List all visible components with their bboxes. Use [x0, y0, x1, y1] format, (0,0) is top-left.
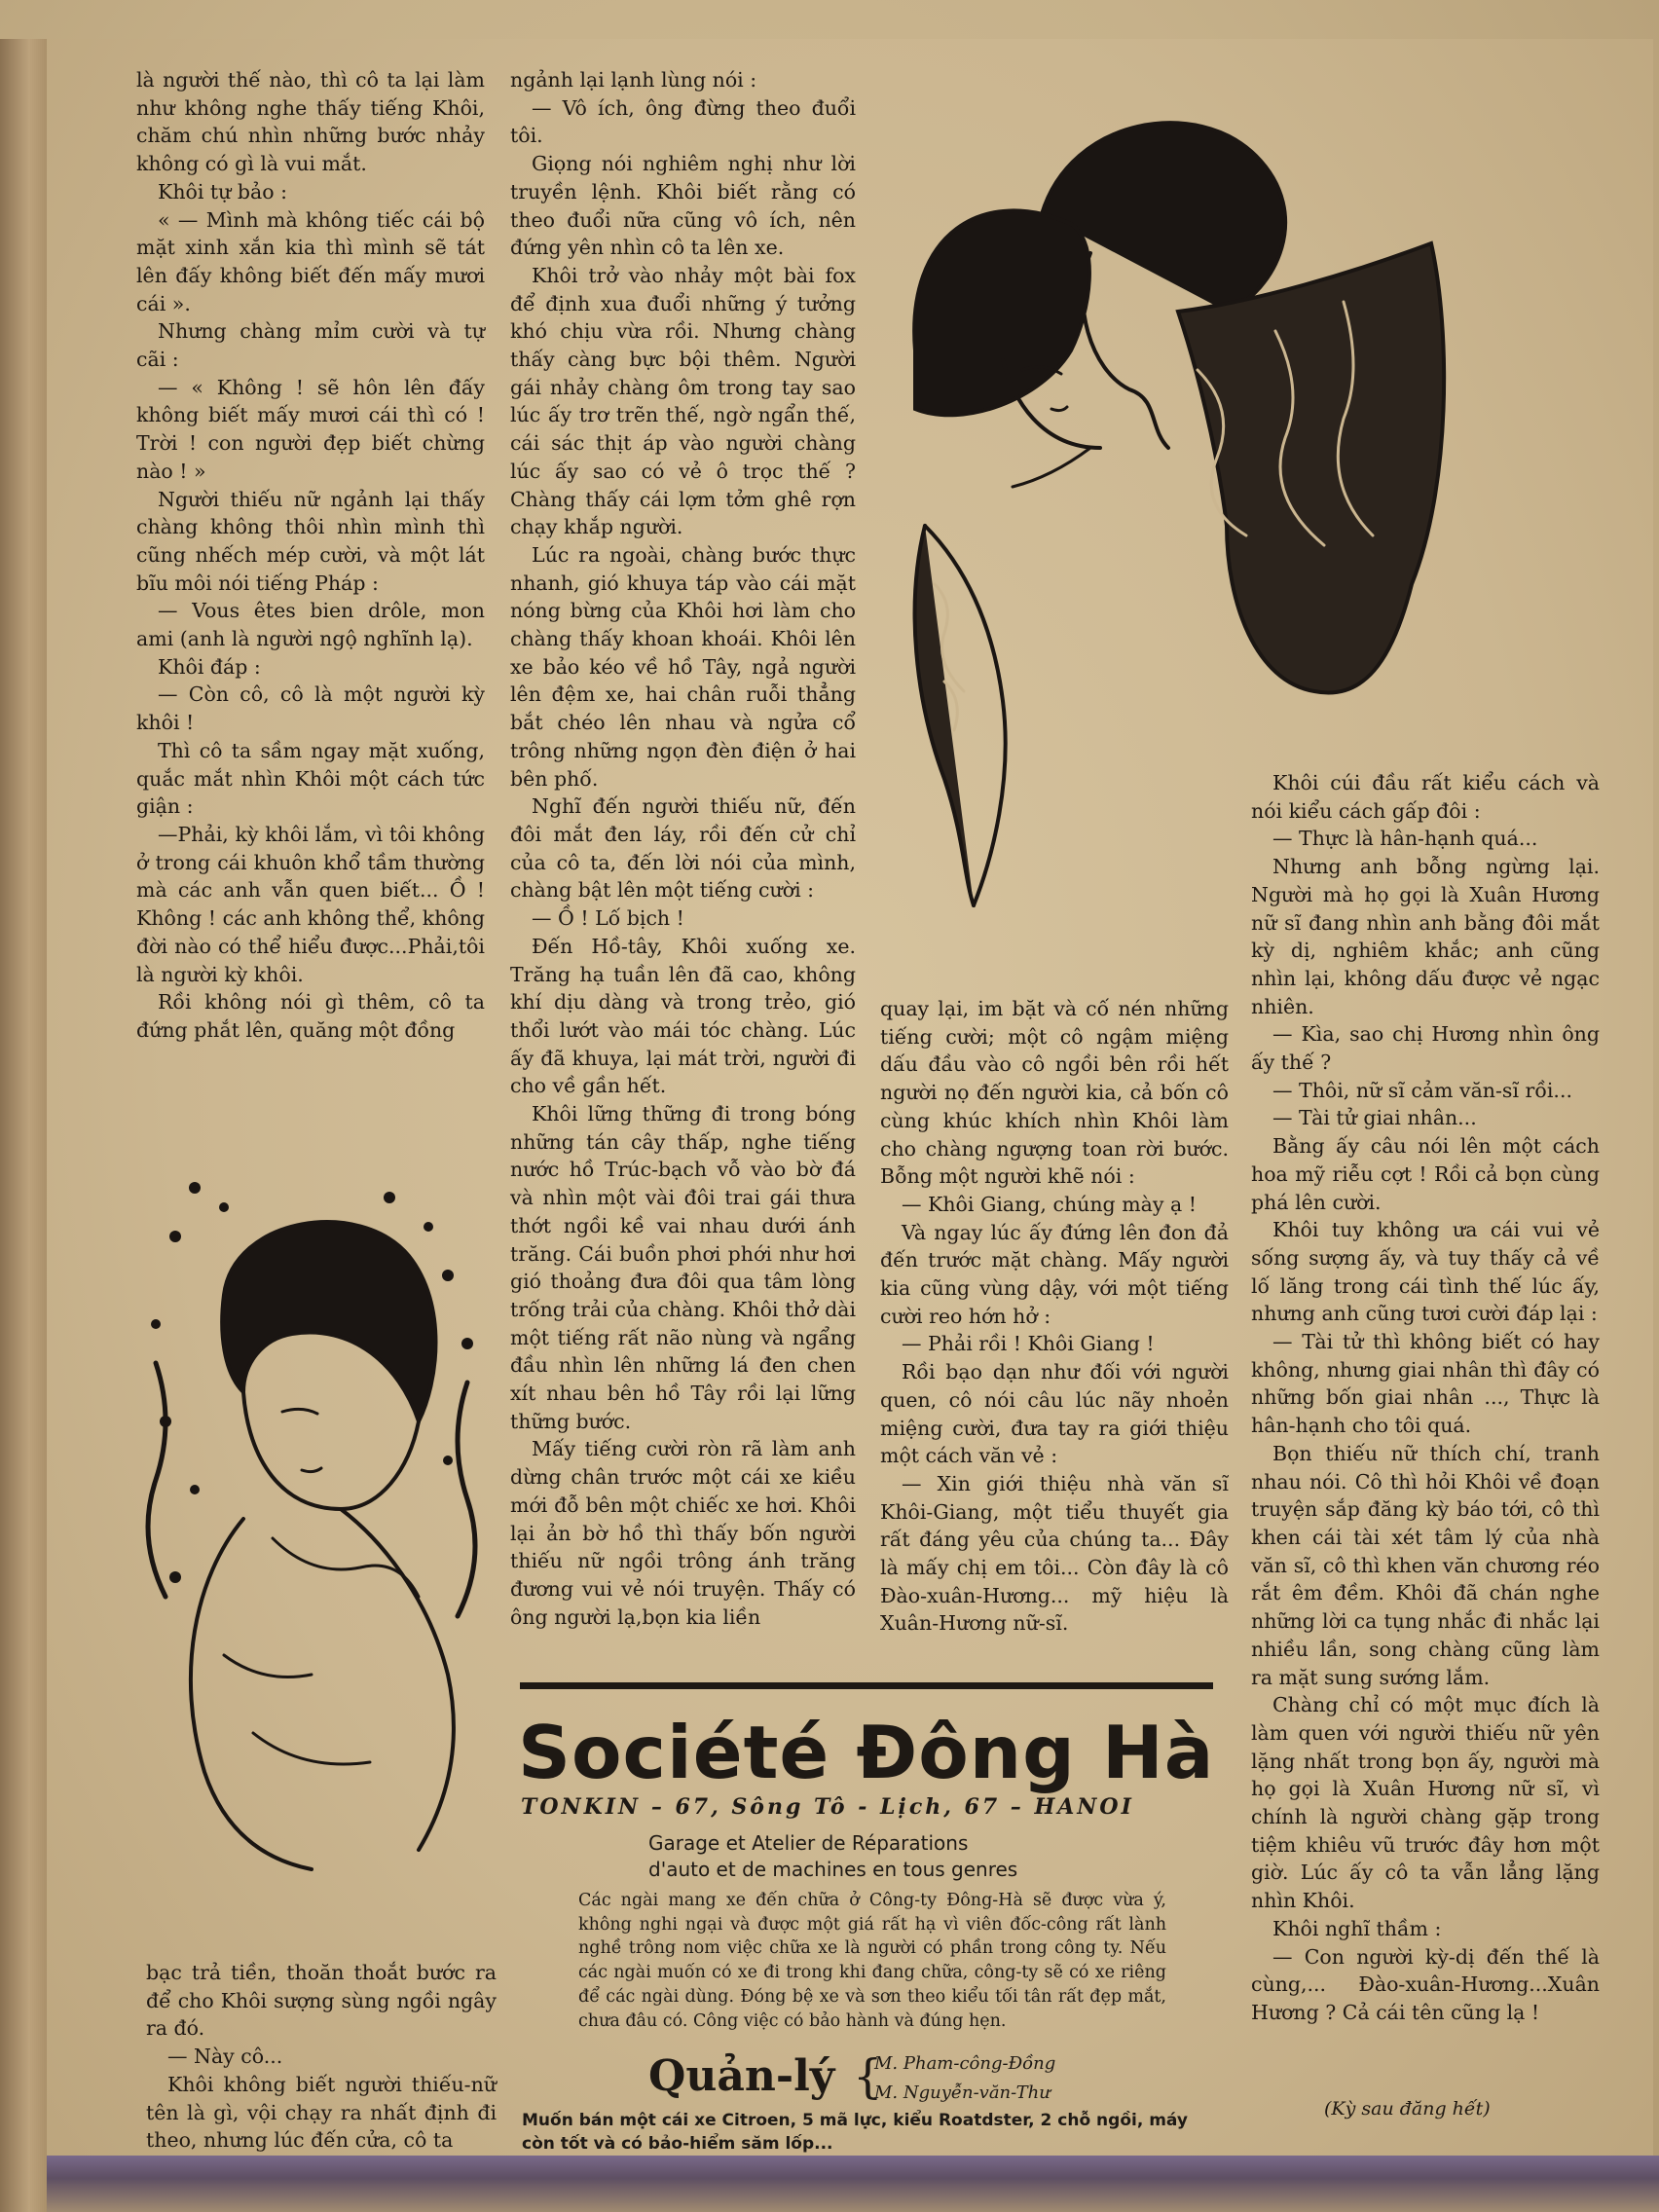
story-paragraph: Khôi nghĩ thầm :: [1272, 1916, 1442, 1940]
story-paragraph: Rồi bạo dạn như đối với người quen, cô nói câu lúc nãy nhoẻn miệng cười, đưa tay ra giới thiệu một cách văn vẻ :: [880, 1360, 1229, 1468]
ad-body-text: Các ngài mang xe đến chữa ở Công-ty Đông-Hà sẽ được vừa ý, không nghi ngại và được một giá rất hạ vì viên đốc-công rất lành nghề trông nom việc chữa xe là người có phần trong công ty. Nếu các ngài muốn có xe đi trong khi đang chữa, công-ty sẽ có xe riêng để các ngài dùng. Đóng bệ xe và sơn theo kiểu tối tân rất đẹp mắt, chưa đâu có. Công việc có bảo hành và đúng hẹn.: [578, 1891, 1166, 2031]
story-paragraph: Nhưng anh bỗng ngừng lại. Người mà họ gọi là Xuân Hương nữ sĩ đang nhìn anh bằng đôi mắt kỳ dị, nghiêm khắc; anh cũng nhìn lại, không dấu được vẻ ngạc nhiên.: [1251, 855, 1600, 1018]
ad-top-rule: [520, 1682, 1213, 1689]
ad-sale-notice: Muốn bán một cái xe Citroen, 5 mã lực, kiểu Roatdster, 2 chỗ ngồi, máy còn tốt và có bảo-hiểm săm lốp...: [522, 2111, 1188, 2154]
ad-company-name: Société Đông Hà: [518, 1710, 1215, 1795]
story-paragraph: « — Mình mà không tiếc cái bộ mặt xinh xắn kia thì mình sẽ tát lên đấy không biết đến mấy mươi cái ».: [136, 207, 485, 315]
story-column-3: [880, 995, 1229, 1647]
story-paragraph: — Xin giới thiệu nhà văn sĩ Khôi-Giang, một tiểu thuyết gia rất đáng yêu của chúng ta... Đây là mấy chị em tôi... Còn đây là cô Đào-xuân-Hương... mỹ hiệu là Xuân-Hương nữ-sĩ.: [880, 1471, 1229, 1636]
ad-manager-1: M. Pham-công-Đồng: [874, 2053, 1056, 2074]
cover-edge-strip: [47, 2156, 1659, 2212]
story-paragraph: ngảnh lại lạnh lùng nói :: [510, 68, 757, 92]
story-paragraph: — Phải rồi ! Khôi Giang !: [902, 1332, 1155, 1356]
story-paragraph: — Kìa, sao chị Hương nhìn ông ấy thế ?: [1251, 1022, 1600, 1075]
story-paragraph: Nghĩ đến người thiếu nữ, đến đôi mắt đen láy, rồi đến cử chỉ của cô ta, đến lời nói của mình, chàng bật lên một tiếng cười :: [510, 794, 856, 903]
story-paragraph: — Thực là hân-hạnh quá...: [1272, 827, 1538, 851]
couple-illustration: [905, 78, 1606, 915]
story-paragraph: — Tài tử giai nhân...: [1272, 1106, 1477, 1130]
story-paragraph: Người thiếu nữ ngảnh lại thấy chàng không thôi nhìn mình thì cũng nhếch mép cười, và một lát bĩu môi nói tiếng Pháp :: [136, 487, 485, 595]
story-paragraph: Khôi tuy không ưa cái vui vẻ sống sượng ấy, và tuy thấy cả về lố lăng trong cái tình thế lúc ấy, nhưng anh cũng tươi cười đáp lại :: [1251, 1218, 1600, 1326]
ad-managers: [648, 2047, 1174, 2112]
story-paragraph: —Phải, kỳ khôi lắm, vì tôi không ở trong cái khuôn khổ tầm thường mà các anh vẫn quen biết... Ồ ! Không ! các anh không thể, không đời nào có thể hiểu được...Phải,tôi là người kỳ khôi.: [136, 822, 485, 986]
story-paragraph: Nhưng chàng mỉm cười và tự cãi :: [136, 319, 485, 372]
ad-manager-label: Quản-lý: [648, 2051, 835, 2101]
story-paragraph: Đến Hồ-tây, Khôi xuống xe. Trăng hạ tuần lên đã cao, không khí dịu dàng và trong trẻo, gió thổi lướt vào mái tóc chàng. Lúc ấy đã khuya, lại mát trời, người đi cho về gần hết.: [510, 934, 856, 1098]
story-paragraph: Lúc ra ngoài, chàng bước thực nhanh, gió khuya táp vào cái mặt nóng bừng của Khôi hơi làm cho chàng thấy khoan khoái. Khôi lên xe bảo kéo về hồ Tây, ngả người lên đệm xe, hai chân ruỗi thẳng bắt chéo lên nhau và ngửa cổ trông những ngọn đèn điện ở hai bên phố.: [510, 542, 856, 791]
story-paragraph: Khôi không biết người thiếu-nữ tên là gì, vội chạy ra nhất định đi theo, nhưng lúc đến cửa, cô ta: [146, 2072, 497, 2153]
story-paragraph: Rồi không nói gì thêm, cô ta đứng phắt lên, quăng một đồng: [136, 990, 485, 1042]
story-paragraph: — Thôi, nữ sĩ cảm văn-sĩ rồi...: [1272, 1078, 1572, 1102]
ad-address: TONKIN – 67, Sông Tô - Lịch, 67 – HANOI: [521, 1794, 1134, 1820]
story-paragraph: Thì cô ta sầm ngay mặt xuống, quắc mắt nhìn Khôi một cách tức giận :: [136, 738, 485, 819]
story-paragraph: Khôi lững thững đi trong bóng những tán cây thấp, nghe tiếng nước hồ Trúc-bạch vỗ vào bờ đá và nhìn một vài đôi trai gái thưa thớt ngồi kề vai nhau dưới ánh trăng. Cái buồn phơi phới như hơi gió thoảng đưa đôi qua tâm lòng trống trải của chàng. Khôi thở dài một tiếng rất não nùng và ngẩng đầu nhìn lên những lá đen chen xít nhau bên hồ Tây rồi lại lững thững bước.: [510, 1102, 856, 1433]
ad-manager-2: M. Nguyễn-văn-Thư: [874, 2083, 1051, 2103]
story-paragraph: quay lại, im bặt và cố nén những tiếng cười; một cô ngậm miệng dấu đầu vào cô ngồi bên rồi hết người nọ đến người kia, cả bốn cô cùng khúc khích nhìn Khôi làm cho chàng ngượng toan rời bước. Bỗng một người khẽ nói :: [880, 997, 1229, 1189]
story-paragraph: Khôi đáp :: [158, 654, 261, 679]
story-paragraph: Khôi cúi đầu rất kiểu cách và nói kiểu cách gấp đôi :: [1251, 771, 1600, 823]
story-paragraph: là người thế nào, thì cô ta lại làm như không nghe thấy tiếng Khôi, chăm chú nhìn những bước nhảy không có gì là vui mắt.: [136, 68, 485, 176]
ad-services-line-1: Garage et Atelier de Réparations: [648, 1831, 969, 1855]
story-paragraph: Chàng chỉ có một mục đích là làm quen với người thiếu nữ yên lặng nhất trong bọn ấy, người mà họ gọi là Xuân Hương nữ sĩ, vì chính là người chàng gặp trong tiệm khiêu vũ trước đây hơn một giờ. Lúc ấy cô ta vẫn lẳng lặng nhìn Khôi.: [1251, 1693, 1600, 1913]
ad-services-line-2: d'auto et de machines en tous genres: [648, 1858, 1018, 1881]
story-paragraph: Bọn thiếu nữ thích chí, tranh nhau nói. Cô thì hỏi Khôi về đoạn truyện sắp đăng kỳ báo tới, cô thì khen cái tài xét tâm lý của nhà văn sĩ, cô thì khen văn chương réo rắt êm đềm. Khôi đã chán nghe những lời ca tụng nhắc đi nhắc lại nhiều lần, song chàng cũng làm ra mặt sung sướng lắm.: [1251, 1441, 1600, 1689]
story-paragraph: — Con người kỳ-dị đến thế là cùng,... Đào-xuân-Hương...Xuân Hương ? Cả cái tên cũng lạ !: [1251, 1944, 1600, 2024]
ad-services: [648, 1830, 1155, 1883]
story-paragraph: Mấy tiếng cười ròn rã làm anh dừng chân trước một cái xe kiều mới đỗ bên một chiếc xe hơi. Khôi lại ản bờ hồ thì thấy bốn người thiếu nữ ngồi trông ánh trăng đương vui vẻ nói truyện. Thấy có ông người lạ,bọn kia liền: [510, 1437, 856, 1629]
story-column-1: [136, 66, 485, 1079]
story-paragraph: — Vô ích, ông đừng theo đuổi tôi.: [510, 95, 856, 148]
story-paragraph: Khôi trở vào nhảy một bài fox để định xua đuổi những ý tưởng khó chịu vừa rồi. Nhưng chàng thấy càng bực bội thêm. Người gái nhảy chàng ôm trong tay sao lúc ấy trơ trẽn thế, ngờ ngẩn thế, cái sác thịt áp vào người chàng lúc ấy sao có vẻ ô trọc thế ? Chàng thấy cái lợm tởm ghê rợn chạy khắp người.: [510, 263, 856, 539]
story-column-2: [510, 66, 856, 1634]
story-paragraph: Khôi tự bảo :: [158, 179, 287, 203]
story-paragraph: — Vous êtes bien drôle, mon ami (anh là người ngộ nghĩnh lạ).: [136, 599, 485, 651]
woman-illustration: [136, 1168, 497, 1879]
story-paragraph: Bằng ấy câu nói lên một cách hoa mỹ riễu cợt ! Rồi cả bọn cùng phá lên cười.: [1251, 1134, 1600, 1214]
continued-note: (Kỳ sau đăng hết): [1324, 2098, 1491, 2120]
story-paragraph: Và ngay lúc ấy đứng lên đon đả đến trước mặt chàng. Mấy người kia cũng vùng dậy, với một tiếng cười reo hớn hở :: [880, 1220, 1229, 1328]
brace-icon: {: [853, 2049, 883, 2104]
story-column-1-continued: [146, 1959, 497, 2163]
story-paragraph: — Ồ ! Lố bịch !: [532, 906, 684, 931]
story-paragraph: — Tài tử thì không biết có hay không, nhưng giai nhân thì đây có những bốn giai nhân ..., Thực là hân-hạnh cho tôi quá.: [1251, 1330, 1600, 1438]
story-paragraph: — Còn cô, cô là một người kỳ khôi !: [136, 682, 485, 735]
story-paragraph: Giọng nói nghiêm nghị như lời truyền lệnh. Khôi biết rằng có theo đuổi nữa cũng vô ích, nên đứng yên nhìn cô ta lên xe.: [510, 152, 856, 260]
story-column-4: [1251, 769, 1600, 2079]
story-paragraph: bạc trả tiền, thoăn thoắt bước ra để cho Khôi sượng sùng ngồi ngây ra đó.: [146, 1961, 497, 2041]
story-paragraph: — Này cô...: [167, 2045, 283, 2069]
story-paragraph: — « Không ! sẽ hôn lên đấy không biết mấy mươi cái thì có ! Trời ! con người đẹp biết chừng nào ! »: [136, 375, 485, 483]
binding-edge: [0, 39, 49, 2212]
story-paragraph: — Khôi Giang, chúng mày ạ !: [902, 1192, 1197, 1216]
